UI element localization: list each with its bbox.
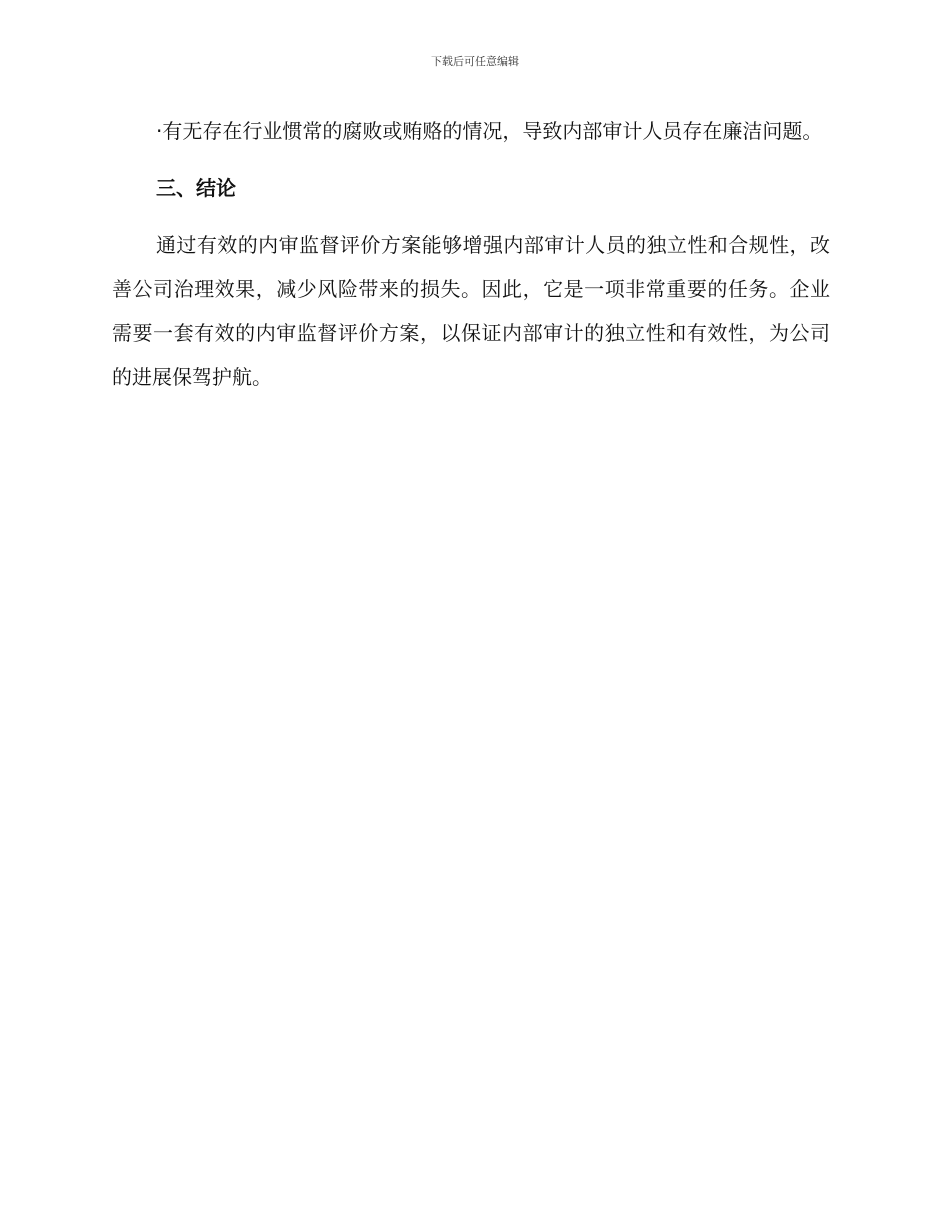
document-body [112,109,830,399]
conclusion-paragraph: 通过有效的内审监督评价方案能够增强内部审计人员的独立性和合规性，改善公司治理效果，减少风险带来的损失。因此，它是一项非常重要的任务。企业需要一套有效的内审监督评价方案，以保证内部审计的独立性和有效性，为公司的进展保驾护航。 [112,233,830,389]
bullet-paragraph: ·有无存在行业惯常的腐败或贿赂的情况，导致内部审计人员存在廉洁问题。 [156,119,823,143]
section-heading: 三、结论 [156,176,236,200]
page-header: 下载后可任意编辑 [431,55,519,68]
